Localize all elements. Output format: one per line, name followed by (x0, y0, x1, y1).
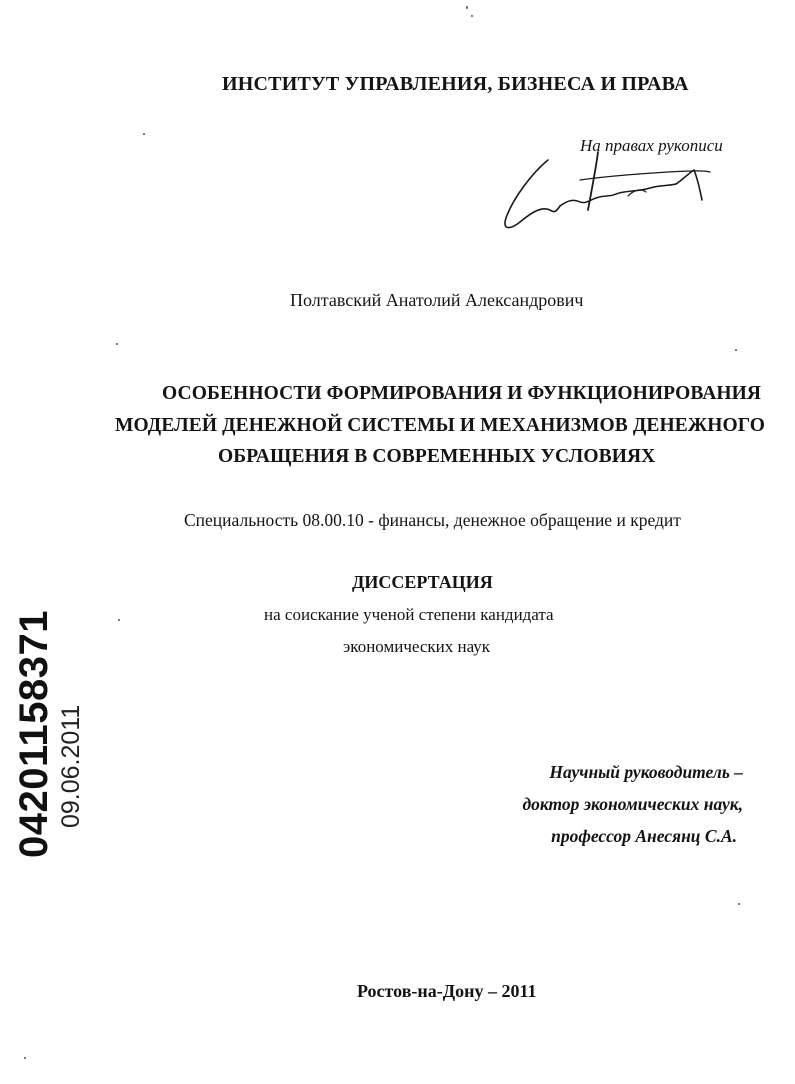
thesis-title-line-2: МОДЕЛЕЙ ДЕНЕЖНОЙ СИСТЕМЫ И МЕХАНИЗМОВ ДЕНЕЖНОГО (115, 415, 766, 436)
author-name: Полтавский Анатолий Александрович (290, 290, 584, 310)
scan-speck (24, 1057, 26, 1059)
manuscript-rights-note: На правах рукописи (580, 136, 723, 155)
supervisor-line-2: доктор экономических наук, (522, 794, 743, 814)
scan-speck (738, 903, 740, 905)
specialty-line: Специальность 08.00.10 - финансы, денежное обращение и кредит (184, 510, 681, 530)
registration-number-stamp: 04201158371 (12, 610, 56, 858)
thesis-title-line-3: ОБРАЩЕНИЯ В СОВРЕМЕННЫХ УСЛОВИЯХ (218, 446, 656, 467)
registration-date-stamp: 09.06.2011 (57, 704, 85, 828)
city-year: Ростов-на-Дону – 2011 (357, 981, 537, 1001)
scan-speck (735, 349, 737, 351)
scan-speck (118, 619, 120, 621)
scan-speck (466, 6, 468, 9)
thesis-title-line-1: ОСОБЕННОСТИ ФОРМИРОВАНИЯ И ФУНКЦИОНИРОВАНИЯ (162, 383, 762, 404)
degree-line-1: на соискание ученой степени кандидата (264, 605, 554, 624)
scan-speck (143, 133, 145, 135)
scan-speck (471, 15, 473, 17)
scan-speck (116, 343, 118, 345)
institute-name: ИНСТИТУТ УПРАВЛЕНИЯ, БИЗНЕСА И ПРАВА (222, 73, 689, 95)
supervisor-line-3: профессор Анесянц С.А. (551, 826, 737, 846)
signature-image (498, 150, 723, 240)
degree-line-2: экономических наук (343, 637, 491, 656)
supervisor-line-1: Научный руководитель – (549, 762, 743, 782)
document-type: ДИССЕРТАЦИЯ (352, 572, 493, 592)
